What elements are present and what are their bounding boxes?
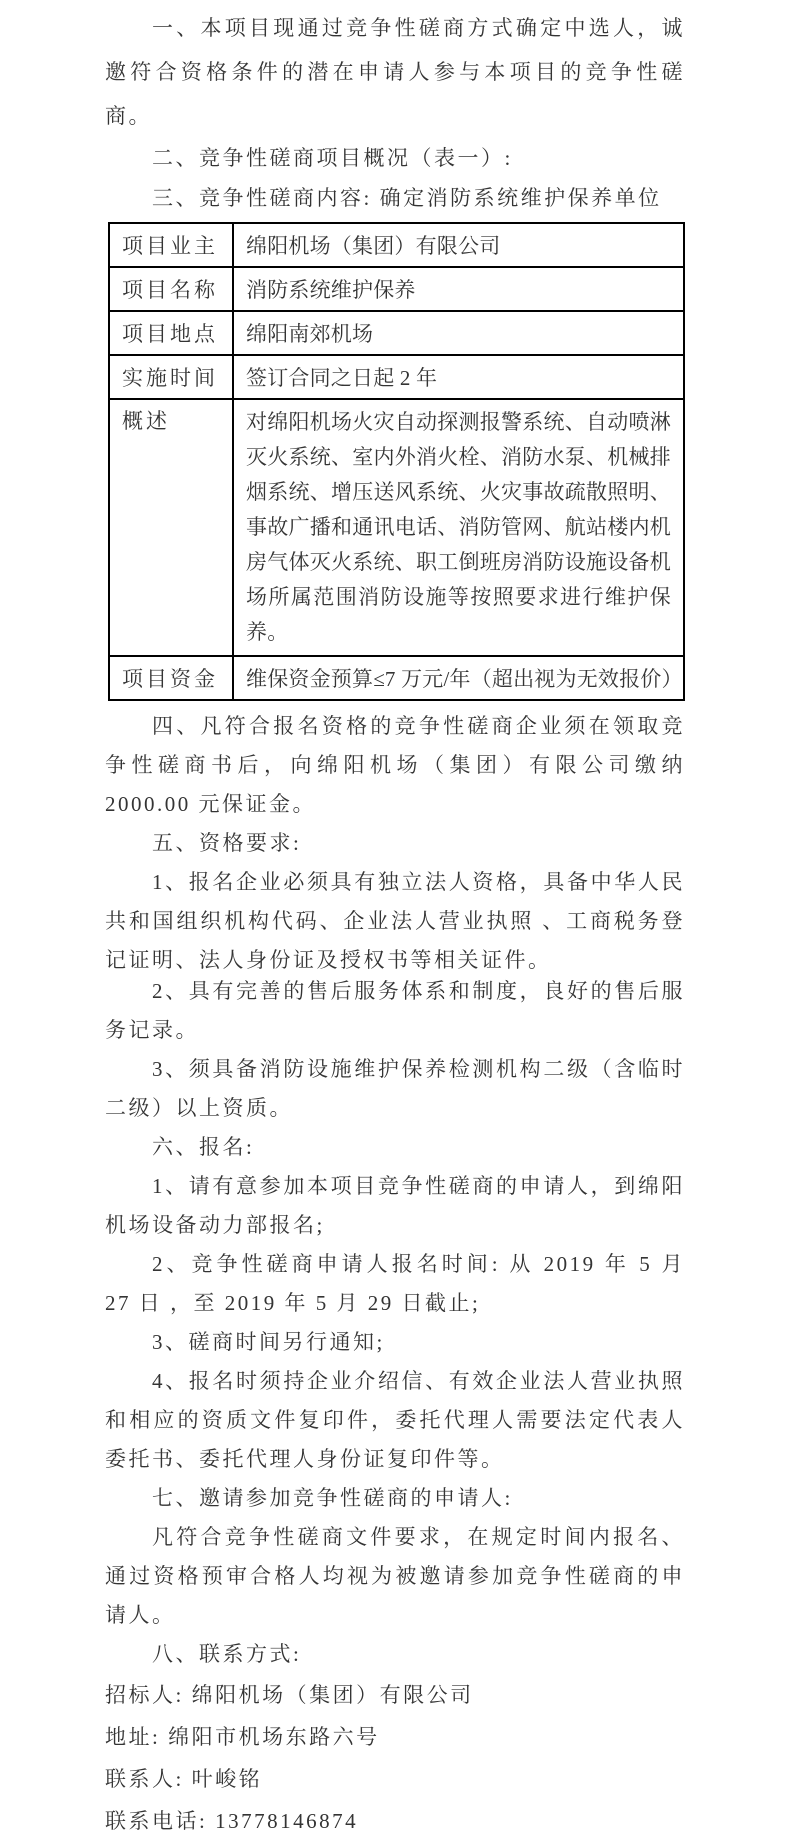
row-label-duration: 实施时间 (109, 355, 233, 399)
row-label-location: 项目地点 (109, 311, 233, 355)
table-row-budget (109, 656, 684, 700)
row-label-budget: 项目资金 (109, 656, 233, 700)
table-row-owner (109, 223, 684, 267)
row-label-owner: 项目业主 (109, 223, 233, 267)
section-5-item-3: 3、须具备消防设施维护保养检测机构二级（含临时二级）以上资质。 (105, 1057, 685, 1120)
section-6-item-1: 1、请有意参加本项目竞争性磋商的申请人，到绵阳机场设备动力部报名; (105, 1174, 685, 1237)
row-value-name: 消防系统维护保养 (233, 267, 684, 311)
row-value-owner: 绵阳机场（集团）有限公司 (233, 223, 684, 267)
section-6-item-2: 2、竞争性磋商申请人报名时间: 从 2019 年 5 月 27 日 ，至 2019 年 5 月 29 日截止; (105, 1252, 685, 1315)
row-label-overview: 概述 (109, 399, 233, 656)
contact-bidder: 招标人: 绵阳机场（集团）有限公司 (105, 1683, 474, 1707)
contact-phone: 联系电话: 13778146874 (105, 1809, 359, 1833)
contact-address: 地址: 绵阳市机场东路六号 (105, 1725, 380, 1749)
table-row-location (109, 311, 684, 355)
intro-paragraph-2: 二、竞争性磋商项目概况（表一）: (152, 146, 513, 170)
row-value-budget: 维保资金预算≤7 万元/年（超出视为无效报价） (233, 656, 684, 700)
contact-person: 联系人: 叶峻铭 (105, 1767, 263, 1791)
section-5-item-1: 1、报名企业必须具有独立法人资格，具备中华人民共和国组织机构代码、企业法人营业执照 、工商税务登记证明、法人身份证及授权书等相关证件。 (105, 870, 685, 972)
section-7-title: 七、邀请参加竞争性磋商的申请人: (152, 1486, 513, 1510)
table-row-duration (109, 355, 684, 399)
section-6-title: 六、报名: (152, 1135, 255, 1159)
section-6-item-4: 4、报名时须持企业介绍信、有效企业法人营业执照和相应的资质文件复印件，委托代理人需要法定代表人委托书、委托代理人身份证复印件等。 (105, 1369, 685, 1471)
intro-paragraph-3: 三、竞争性磋商内容: 确定消防系统维护保养单位 (152, 186, 662, 210)
row-label-name: 项目名称 (109, 267, 233, 311)
section-8-title: 八、联系方式: (152, 1642, 302, 1666)
row-value-overview: 对绵阳机场火灾自动探测报警系统、自动喷淋灭火系统、室内外消火栓、消防水泵、机械排烟系统、增压送风系统、火灾事故疏散照明、事故广播和通讯电话、消防管网、航站楼内机房气体灭火系统、职工倒班房消防设施设备机场所属范围消防设施等按照要求进行维护保养。 (233, 399, 684, 656)
row-value-duration: 签订合同之日起 2 年 (233, 355, 684, 399)
intro-paragraph-1: 一、本项目现通过竞争性磋商方式确定中选人，诚邀符合资格条件的潜在申请人参与本项目的竞争性磋商。 (105, 16, 685, 128)
section-5-item-2: 2、具有完善的售后服务体系和制度，良好的售后服务记录。 (105, 979, 685, 1042)
section-4-paragraph: 四、凡符合报名资格的竞争性磋商企业须在领取竞争性磋商书后，向绵阳机场（集团）有限公司缴纳 2000.00 元保证金。 (105, 714, 685, 816)
section-5-title: 五、资格要求: (152, 831, 302, 855)
row-value-location: 绵阳南郊机场 (233, 311, 684, 355)
project-overview-table (108, 222, 685, 701)
table-row-name (109, 267, 684, 311)
section-6-item-3: 3、磋商时间另行通知; (152, 1330, 385, 1354)
table-row-overview (109, 399, 684, 656)
section-7-paragraph: 凡符合竞争性磋商文件要求，在规定时间内报名、通过资格预审合格人均视为被邀请参加竞争性磋商的申请人。 (105, 1525, 685, 1627)
